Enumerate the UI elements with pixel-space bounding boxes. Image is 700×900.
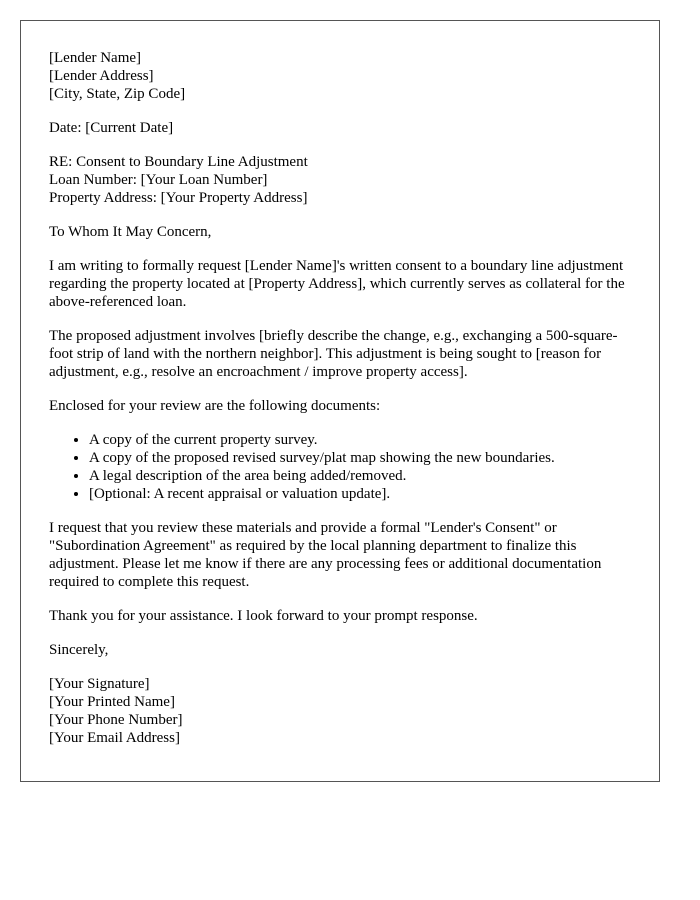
lender-city-state-zip: [City, State, Zip Code] xyxy=(49,86,186,102)
printed-name-line: [Your Printed Name] xyxy=(49,694,175,710)
paragraph-adjustment: The proposed adjustment involves [briefly describe the change, e.g., exchanging a 500-square-foot strip of land with the northern neighbor]. This adjustment is being sought to [reason for adjustment, e.g., resolve an encroachment / improve property access]. xyxy=(49,328,618,380)
letter-page xyxy=(20,20,660,782)
email-line: [Your Email Address] xyxy=(49,730,180,746)
date-line: Date: [Current Date] xyxy=(49,120,174,136)
reference-block xyxy=(49,153,631,207)
loan-number-line: Loan Number: [Your Loan Number] xyxy=(49,172,268,188)
signature-block xyxy=(49,675,631,747)
salutation: To Whom It May Concern, xyxy=(49,224,212,240)
list-item: • A copy of the current property survey. xyxy=(89,431,631,449)
paragraph-request: I am writing to formally request [Lender Name]'s written consent to a boundary line adjustment regarding the property located at [Property Address], which currently serves as collateral for the above-referenced loan. xyxy=(49,258,625,310)
enclosed-documents-list xyxy=(49,431,631,503)
paragraph-consent-request: I request that you review these materials and provide a formal "Lender's Consent" or "Subordination Agreement" as required by the local planning department to finalize this adjustment. Please let me know if there are any processing fees or additional documentation required to complete this request. xyxy=(49,520,602,590)
paragraph-thanks: Thank you for your assistance. I look forward to your prompt response. xyxy=(49,608,478,624)
property-address-line: Property Address: [Your Property Address] xyxy=(49,190,308,206)
list-item: • [Optional: A recent appraisal or valuation update]. xyxy=(89,485,631,503)
lender-name: [Lender Name] xyxy=(49,50,142,66)
list-item: • A legal description of the area being added/removed. xyxy=(89,467,631,485)
phone-line: [Your Phone Number] xyxy=(49,712,183,728)
list-item: • A copy of the proposed revised survey/plat map showing the new boundaries. xyxy=(89,449,631,467)
lender-address: [Lender Address] xyxy=(49,68,154,84)
closing: Sincerely, xyxy=(49,642,109,658)
paragraph-enclosed: Enclosed for your review are the following documents: xyxy=(49,398,381,414)
subject-line: RE: Consent to Boundary Line Adjustment xyxy=(49,154,308,170)
signature-line: [Your Signature] xyxy=(49,676,150,692)
lender-address-block xyxy=(49,49,631,103)
